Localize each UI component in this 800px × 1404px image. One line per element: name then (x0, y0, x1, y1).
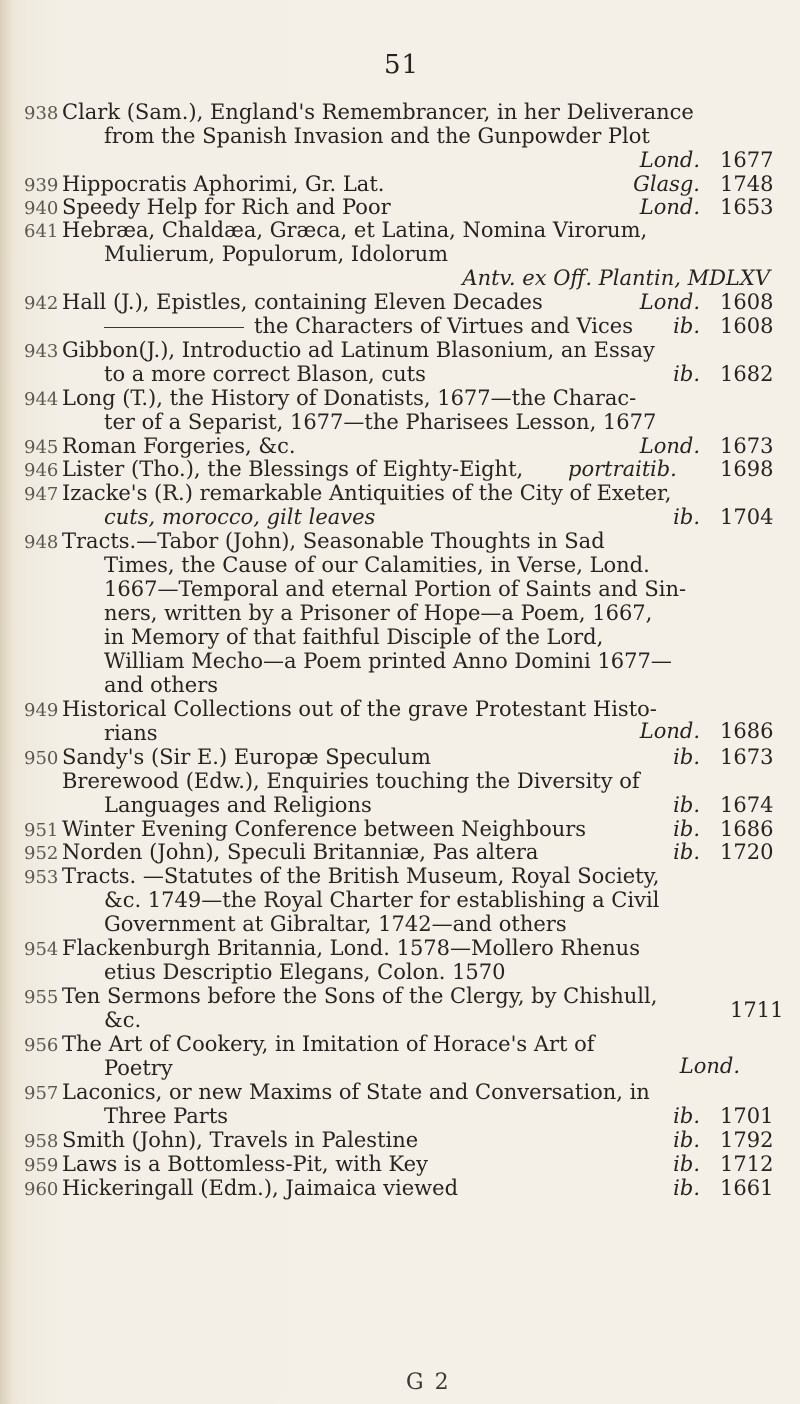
imprint-place: ib. (673, 1176, 700, 1200)
lot-number: 943 (24, 341, 59, 362)
entry-text: Hall (J.), Epistles, containing Eleven Decades (62, 290, 543, 314)
imprint-place: Lond. (639, 148, 700, 172)
imprint-place: Glasg. (633, 172, 700, 196)
imprint-year: 1792 (720, 1128, 774, 1152)
imprint-place: ib. (673, 1152, 700, 1176)
imprint-place: Lond. (679, 1054, 740, 1078)
lot-number: 948 (24, 532, 59, 553)
entry-text: from the Spanish Invasion and the Gunpowder Plot (104, 124, 650, 148)
imprint-year: 1674 (720, 793, 774, 817)
entry-text: cuts, morocco, gilt leaves (104, 505, 376, 529)
entry-text: etius Descriptio Elegans, Colon. 1570 (104, 960, 506, 984)
entry-text: Poetry (104, 1056, 173, 1080)
lot-number: 944 (24, 389, 59, 410)
entry-text: The Art of Cookery, in Imitation of Horace's Art of (62, 1032, 595, 1056)
imprint-year: 1682 (720, 362, 774, 386)
entry-text: the Characters of Virtues and Vices (254, 314, 633, 338)
entry-text: Government at Gibraltar, 1742—and others (104, 912, 567, 936)
lot-number: 939 (24, 175, 59, 196)
entry-text: Ten Sermons before the Sons of the Clergy, by Chishull, (62, 984, 658, 1008)
lot-number: 947 (24, 484, 59, 505)
entry-text: William Mecho—a Poem printed Anno Domini 1677— (104, 649, 672, 673)
lot-number: 960 (24, 1179, 59, 1200)
imprint-place: ib. (673, 505, 700, 529)
entry-text: in Memory of that faithful Disciple of the Lord, (104, 625, 604, 649)
imprint-year: 1720 (720, 840, 774, 864)
imprint-place: Lond. (639, 195, 700, 219)
entry-text: Izacke's (R.) remarkable Antiquities of the City of Exeter, (62, 481, 672, 505)
lot-number: 945 (24, 437, 59, 458)
lot-number: 946 (24, 460, 59, 481)
entry-text: Brerewood (Edw.), Enquiries touching the Diversity of (62, 769, 640, 793)
imprint-year: 1686 (720, 817, 774, 841)
entry-text: Sandy's (Sir E.) Europæ Speculum (62, 745, 431, 769)
entry-text: Laws is a Bottomless-Pit, with Key (62, 1152, 428, 1176)
imprint-place: ib. (673, 793, 700, 817)
imprint-place: Lond. (639, 434, 700, 458)
entry-text: and others (104, 673, 219, 697)
entry-text: Tracts. —Statutes of the British Museum, Royal Society, (62, 864, 660, 888)
entry-text: Mulierum, Populorum, Idolorum (104, 242, 449, 266)
imprint-place: ib. (673, 362, 700, 386)
page-number: 51 (384, 50, 420, 80)
signature-mark: G 2 (406, 1370, 451, 1395)
entry-text: Roman Forgeries, &c. (62, 434, 296, 458)
entry-text: Hippocratis Aphorimi, Gr. Lat. (62, 172, 385, 196)
entry-text: Times, the Cause of our Calamities, in Verse, Lond. (104, 553, 650, 577)
lot-number: 938 (24, 103, 59, 124)
lot-number: 951 (24, 820, 59, 841)
imprint-place: ib. (673, 817, 700, 841)
imprint-place: ib. (673, 314, 700, 338)
imprint-place: Lond. (639, 290, 700, 314)
lot-number: 641 (24, 221, 59, 242)
imprint-place: ib. (673, 1128, 700, 1152)
entry-text: Clark (Sam.), England's Remembrancer, in her Deliverance (62, 100, 694, 124)
imprint-year: 1711 (730, 998, 784, 1022)
imprint-place: ib. (673, 840, 700, 864)
page-gutter (0, 0, 14, 1404)
entry-text: Laconics, or new Maxims of State and Conversation, in (62, 1080, 650, 1104)
entry-text: Hickeringall (Edm.), Jaimaica viewed (62, 1176, 459, 1200)
imprint-place: Lond. (639, 719, 700, 743)
imprint-place: ib. (650, 457, 677, 481)
entry-text: Historical Collections out of the grave Protestant Histo- (62, 697, 657, 721)
lot-number: 950 (24, 748, 59, 769)
entry-text: Speedy Help for Rich and Poor (62, 195, 391, 219)
lot-number: 953 (24, 867, 59, 888)
imprint-year: 1673 (720, 434, 774, 458)
entry-text: ners, written by a Prisoner of Hope—a Poem, 1667, (104, 601, 653, 625)
entry-text: &c. 1749—the Royal Charter for establishing a Civil (104, 888, 660, 912)
entry-text: Tracts.—Tabor (John), Seasonable Thoughts in Sad (62, 529, 605, 553)
imprint-place: ib. (673, 745, 700, 769)
imprint-year: 1661 (720, 1176, 774, 1200)
entry-note: portrait (568, 457, 651, 481)
entry-text: Gibbon(J.), Introductio ad Latinum Blasonium, an Essay (62, 338, 655, 362)
lot-number: 956 (24, 1035, 59, 1056)
entry-text: Long (T.), the History of Donatists, 1677—the Charac- (62, 386, 637, 410)
lot-number: 954 (24, 939, 59, 960)
lot-number: 955 (24, 987, 59, 1008)
entry-text: Winter Evening Conference between Neighbours (62, 817, 587, 841)
entry-text: Flackenburgh Britannia, Lond. 1578—Mollero Rhenus (62, 936, 640, 960)
lot-number: 949 (24, 700, 59, 721)
imprint: Antv. ex Off. Plantin, MDLXV (462, 266, 770, 290)
imprint-year: 1673 (720, 745, 774, 769)
entry-text: Hebræa, Chaldæa, Græca, et Latina, Nomina Virorum, (62, 218, 648, 242)
entry-text: &c. (104, 1008, 142, 1032)
imprint-year: 1701 (720, 1104, 774, 1128)
imprint-year: 1686 (720, 719, 774, 743)
entry-text: Smith (John), Travels in Palestine (62, 1128, 419, 1152)
imprint-year: 1704 (720, 505, 774, 529)
entry-text: 1667—Temporal and eternal Portion of Saints and Sin- (104, 577, 687, 601)
lot-number: 942 (24, 293, 59, 314)
lot-number: 952 (24, 843, 59, 864)
imprint-year: 1712 (720, 1152, 774, 1176)
imprint-place: ib. (673, 1104, 700, 1128)
lot-number: 957 (24, 1083, 59, 1104)
entry-text: rians (104, 721, 158, 745)
imprint-year: 1677 (720, 148, 774, 172)
entry-text: Languages and Religions (104, 793, 372, 817)
imprint-year: 1608 (720, 314, 774, 338)
entry-text: Three Parts (104, 1104, 229, 1128)
lot-number: 959 (24, 1155, 59, 1176)
lot-number: 958 (24, 1131, 59, 1152)
imprint-year: 1698 (720, 457, 774, 481)
lot-number: 940 (24, 198, 59, 219)
imprint-year: 1608 (720, 290, 774, 314)
entry-text: Norden (John), Speculi Britanniæ, Pas altera (62, 840, 539, 864)
imprint-year: 1748 (720, 172, 774, 196)
entry-text: ter of a Separist, 1677—the Pharisees Lesson, 1677 (104, 410, 657, 434)
imprint-year: 1653 (720, 195, 774, 219)
ditto-rule (104, 327, 244, 328)
entry-text: to a more correct Blason, cuts (104, 362, 426, 386)
entry-text: Lister (Tho.), the Blessings of Eighty-Eight, (62, 457, 524, 481)
